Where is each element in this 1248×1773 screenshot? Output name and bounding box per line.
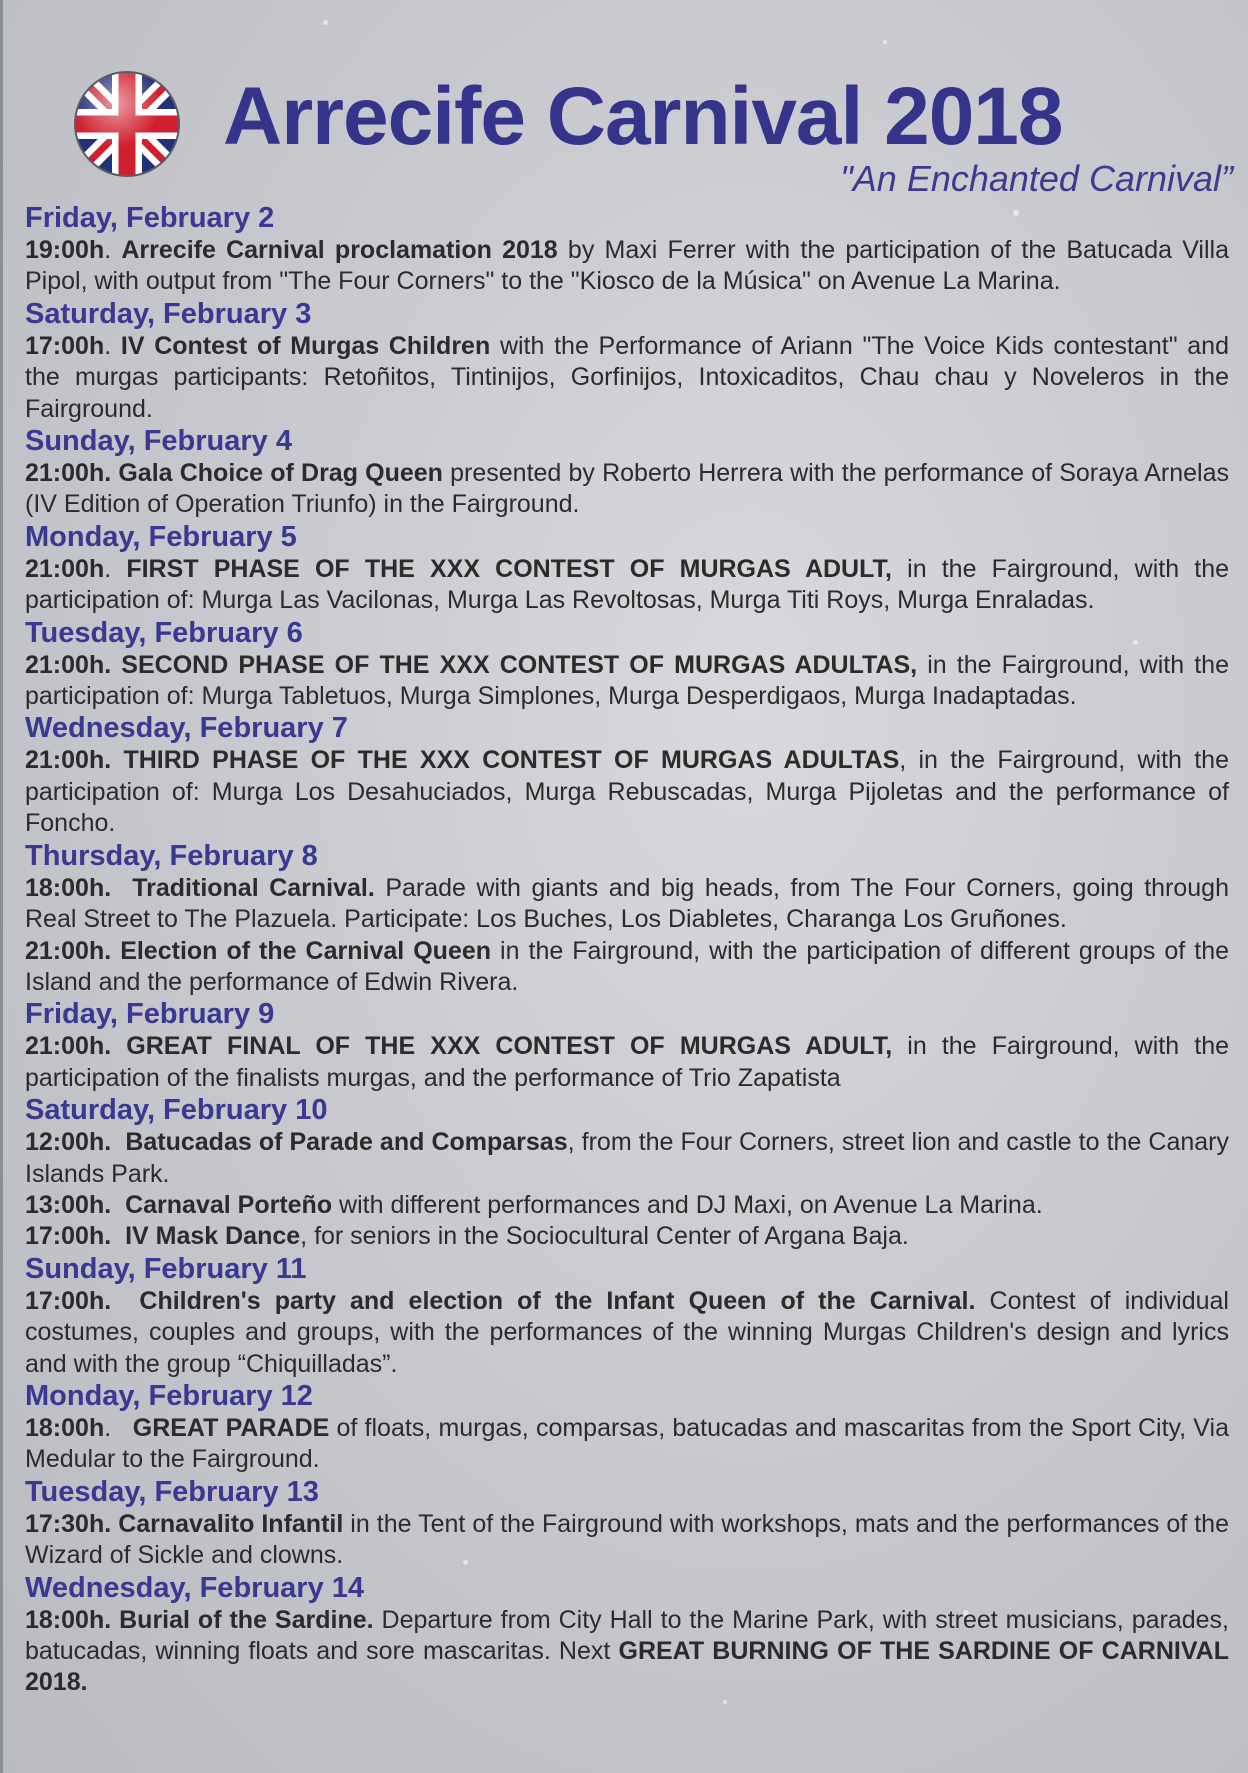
event-description: with the Performance of Ariann "The Voice Kids contestant" and the murgas participants: Retoñitos, Tintinijos, Gorfinijos, Intoxicaditos, Chau chau y Noveleros in the Fairground. bbox=[25, 331, 1229, 423]
event-title: IV Mask Dance bbox=[125, 1222, 301, 1251]
event-description: Departure from City Hall to the Marine Park, with street musicians, parades, batucadas, winning floats and sore mascaritas. Next bbox=[25, 1605, 1229, 1665]
event-description: in the Tent of the Fairground with workshops, mats and the performances of the Wizard of Sickle and clowns. bbox=[25, 1509, 1229, 1570]
event-time-separator: . bbox=[104, 236, 122, 264]
event-entry bbox=[25, 331, 1229, 425]
day-heading: Saturday, February 3 bbox=[25, 297, 312, 330]
event-title: Children's party and election of the Infant Queen of the Carnival. bbox=[139, 1286, 976, 1315]
event-time-separator bbox=[111, 1128, 125, 1156]
day-heading: Thursday, February 8 bbox=[25, 839, 318, 872]
event-description: by Maxi Ferrer with the participation of the Batucada Villa Pipol, with output from "The Four Corners" to the "Kiosco de la Música" on Avenue La Marina. bbox=[25, 236, 1229, 296]
event-entry bbox=[25, 458, 1229, 521]
day-heading: Friday, February 2 bbox=[25, 202, 275, 234]
event-entry bbox=[25, 936, 1229, 999]
event-time-separator bbox=[111, 937, 120, 965]
event-entry bbox=[25, 1286, 1229, 1380]
event-entry bbox=[25, 554, 1229, 617]
event-time-separator bbox=[111, 1032, 126, 1060]
event-entry bbox=[25, 235, 1229, 298]
event-title: Election of the Carnival Queen bbox=[120, 936, 492, 965]
sparkle bbox=[323, 20, 328, 25]
event-description: of floats, murgas, comparsas, batucadas and mascaritas from the Sport City, Via Medular to the Fairground. bbox=[25, 1413, 1229, 1474]
event-time-separator bbox=[111, 746, 123, 774]
event-title: Arrecife Carnival proclamation 2018 bbox=[121, 236, 558, 264]
event-time: 21:00h. bbox=[25, 936, 112, 965]
event-title: FIRST PHASE OF THE XXX CONTEST OF MURGAS ADULT, bbox=[126, 554, 892, 583]
day-heading: Tuesday, February 13 bbox=[25, 1475, 319, 1508]
day-heading: Wednesday, February 14 bbox=[25, 1571, 365, 1604]
event-description: , from the Four Corners, street lion and castle to the Canary Islands Park. bbox=[25, 1128, 1229, 1188]
event-time: 18:00h bbox=[25, 1413, 105, 1442]
event-description: in the Fairground, with the participation of different groups of the Island and the performance of Edwin Rivera. bbox=[25, 936, 1229, 996]
event-time: 18:00h. bbox=[25, 873, 112, 902]
schedule bbox=[25, 202, 1229, 1699]
day-heading: Friday, February 9 bbox=[25, 998, 275, 1031]
event-title: GREAT PARADE bbox=[132, 1413, 330, 1442]
event-description: , for seniors in the Sociocultural Center of Argana Baja. bbox=[300, 1222, 909, 1251]
event-time: 21:00h. bbox=[25, 650, 112, 679]
event-description: with different performances and DJ Maxi, on Avenue La Marina. bbox=[332, 1190, 1043, 1219]
event-entry bbox=[25, 1190, 1229, 1221]
event-entry bbox=[25, 745, 1229, 839]
event-time: 17:00h bbox=[25, 331, 105, 360]
day-heading: Monday, February 12 bbox=[25, 1379, 313, 1412]
event-time-separator bbox=[111, 1222, 125, 1250]
event-time: 21:00h. bbox=[25, 1032, 112, 1061]
event-entry bbox=[25, 1127, 1229, 1190]
event-description: in the Fairground, with the participation of: Murga Tabletuos, Murga Simplones, Murga Desperdigaos, Murga Inadaptadas. bbox=[25, 650, 1229, 711]
event-title: IV Contest of Murgas Children bbox=[120, 331, 491, 360]
event-title: SECOND PHASE OF THE XXX CONTEST OF MURGAS ADULTAS, bbox=[121, 650, 918, 679]
event-time-separator bbox=[111, 1191, 125, 1219]
event-description: in the Fairground, with the participation of the finalists murgas, and the performance of Trio Zapatista bbox=[25, 1032, 1229, 1092]
event-time: 21:00h bbox=[25, 554, 105, 583]
event-highlight: GREAT BURNING OF THE SARDINE OF CARNIVAL 2018. bbox=[25, 1637, 1229, 1697]
event-entry bbox=[25, 873, 1229, 936]
event-time: 17:30h. bbox=[25, 1509, 112, 1538]
event-title: GREAT FINAL OF THE XXX CONTEST OF MURGAS ADULT, bbox=[126, 1032, 893, 1061]
event-time-separator: . bbox=[104, 554, 127, 583]
day-heading: Monday, February 5 bbox=[25, 520, 297, 553]
poster-title: Arrecife Carnival 2018 bbox=[223, 71, 1063, 162]
event-time: 21:00h. bbox=[25, 459, 112, 488]
sparkle bbox=[883, 40, 887, 44]
event-time-separator: . bbox=[104, 331, 121, 360]
event-time-separator bbox=[111, 1606, 119, 1634]
event-description: , in the Fairground, with the participation of: Murga Los Desahuciados, Murga Rebuscadas, Murga Pijoletas and the performance of Foncho. bbox=[25, 746, 1229, 838]
day-heading: Sunday, February 11 bbox=[25, 1252, 307, 1285]
event-time: 12:00h. bbox=[25, 1128, 112, 1157]
day-heading: Wednesday, February 7 bbox=[25, 712, 348, 745]
event-title: Gala Choice of Drag Queen bbox=[118, 459, 443, 488]
event-description: presented by Roberto Herrera with the performance of Soraya Arnelas (IV Edition of Operation Triunfo) in the Fairground. bbox=[25, 459, 1230, 519]
event-time: 17:00h. bbox=[25, 1222, 112, 1251]
event-time: 17:00h. bbox=[25, 1286, 112, 1315]
event-time: 13:00h. bbox=[25, 1190, 112, 1219]
event-title: Burial of the Sardine. bbox=[119, 1605, 374, 1634]
event-time: 21:00h. bbox=[25, 746, 112, 775]
event-time: 18:00h. bbox=[25, 1605, 112, 1634]
event-time-separator bbox=[111, 1287, 139, 1315]
event-entry bbox=[25, 1605, 1229, 1699]
header bbox=[73, 62, 1233, 212]
day-heading: Saturday, February 10 bbox=[25, 1094, 328, 1127]
day-heading: Tuesday, February 6 bbox=[25, 616, 303, 649]
event-time: 19:00h bbox=[25, 236, 105, 264]
event-entry bbox=[25, 1031, 1229, 1094]
event-title: Carnavalito Infantil bbox=[118, 1509, 344, 1538]
uk-flag-icon bbox=[73, 70, 181, 178]
event-entry bbox=[25, 1221, 1229, 1252]
event-description: Contest of individual costumes, couples and groups, with the performances of the winning Murgas Children's design and lyrics and with the group “Chiquilladas”. bbox=[25, 1286, 1229, 1378]
event-title: Batucadas of Parade and Comparsas bbox=[125, 1128, 568, 1157]
event-title: Traditional Carnival. bbox=[132, 873, 375, 902]
event-time-separator bbox=[111, 874, 132, 902]
event-entry bbox=[25, 1509, 1229, 1572]
event-entry bbox=[25, 650, 1229, 713]
poster-subtitle: "An Enchanted Carnival” bbox=[840, 158, 1233, 199]
event-description: in the Fairground, with the participation of: Murga Las Vacilonas, Murga Las Revoltosas, Murga Titi Roys, Murga Enraladas. bbox=[25, 554, 1229, 615]
event-time-separator: . bbox=[104, 1413, 133, 1442]
event-time-separator bbox=[111, 651, 121, 679]
sparkle bbox=[723, 1700, 727, 1704]
event-entry bbox=[25, 1413, 1229, 1476]
event-title: Carnaval Porteño bbox=[125, 1190, 333, 1219]
day-heading: Sunday, February 4 bbox=[25, 425, 292, 458]
event-description: Parade with giants and big heads, from The Four Corners, going through Real Street to The Plazuela. Participate: Los Buches, Los Diabletes, Charanga Los Gruñones. bbox=[25, 873, 1229, 934]
event-title: THIRD PHASE OF THE XXX CONTEST OF MURGAS ADULTAS bbox=[123, 746, 900, 775]
